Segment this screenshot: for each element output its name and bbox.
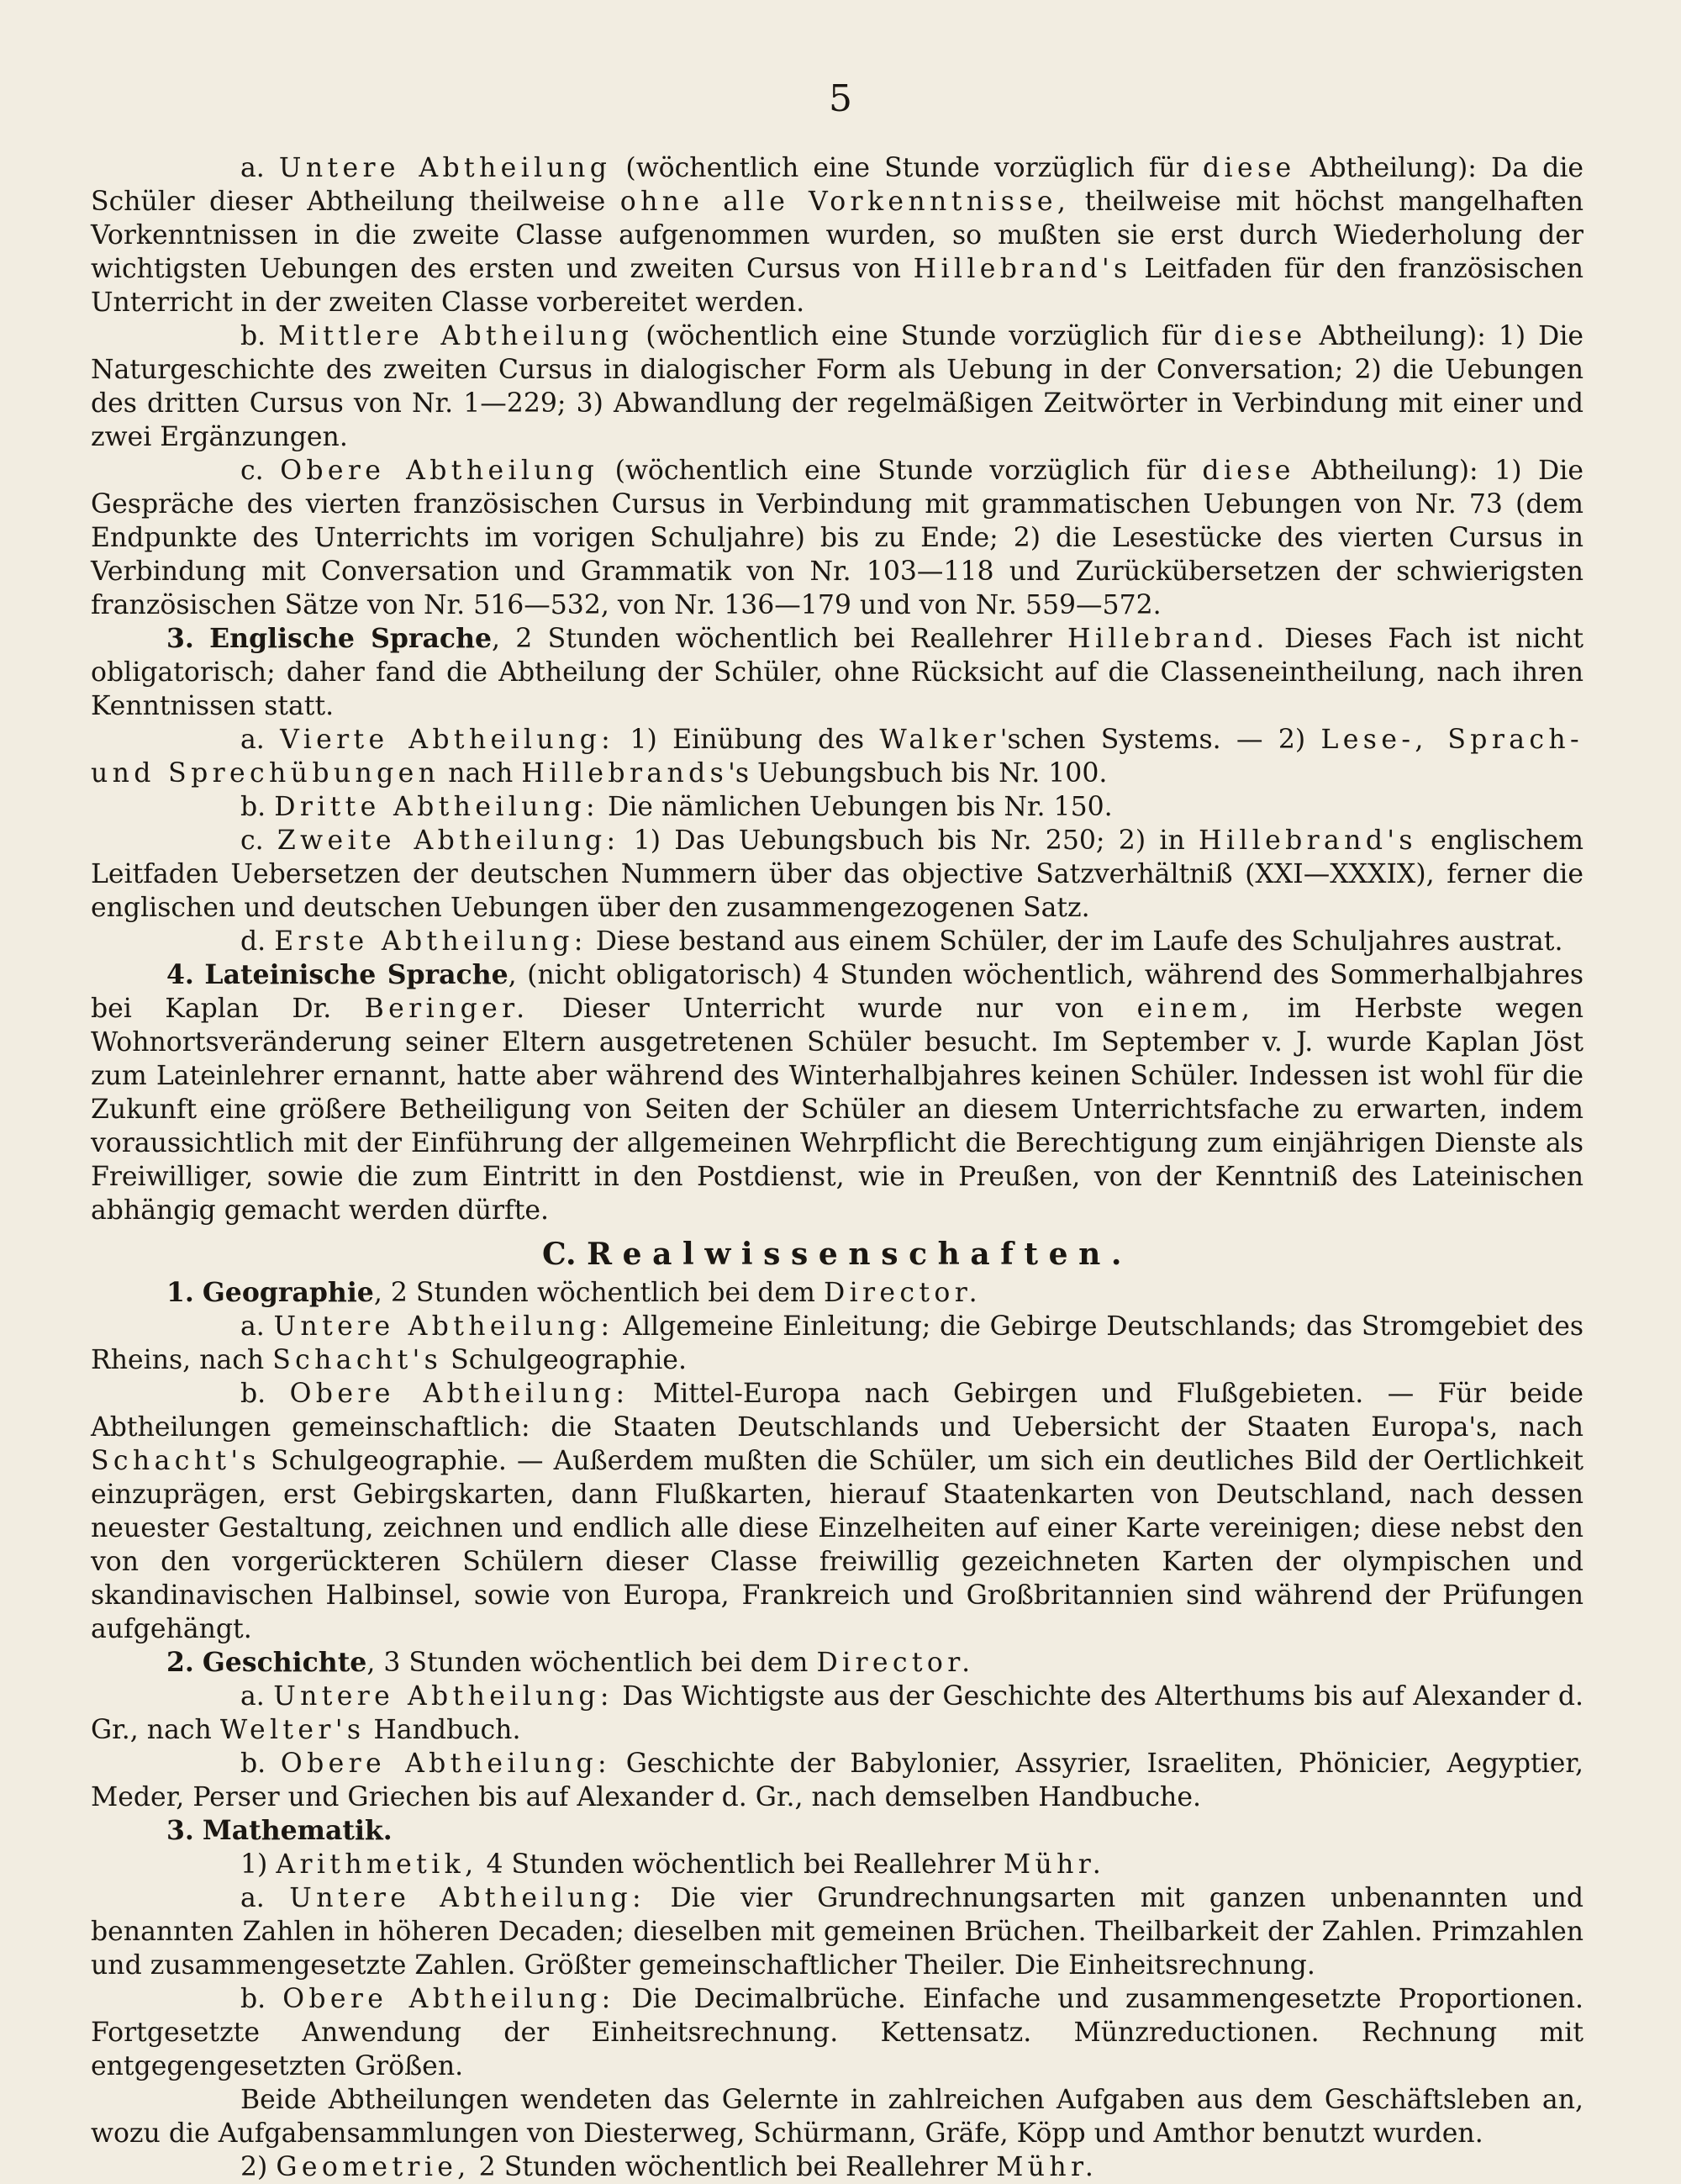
history-b-paragraph: b. Obere Abtheilung: Geschichte der Babylonier, Assyrier, Israeliten, Phönicier, Aegyptier, Meder, Perser und Griechen bis auf Alexander d. Gr., nach demselben Handbuche. bbox=[91, 1749, 1584, 1812]
english-d-paragraph: d. Erste Abtheilung: Diese bestand aus einem Schüler, der im Laufe des Schuljahres austrat. bbox=[240, 926, 1563, 957]
french-a-heading: Untere Abtheilung bbox=[278, 153, 612, 183]
latin-heading: Lateinische Sprache bbox=[204, 959, 509, 990]
math-section: 3. Mathematik. bbox=[166, 1815, 393, 1846]
section-c-heading: C. Realwissenschaften. bbox=[541, 1237, 1133, 1272]
french-a-paragraph: a. Untere Abtheilung (wöchentlich eine Stunde vorzüglich für diese Abtheilung): Da die Schüler dieser Abtheilung theilweise ohne alle Vorkenntnisse, theilweise mit höchst mangelhaften Vorkenntnissen in die zweite Classe aufgenommen wurden, so mußten sie erst durch Wiederholung der wichtigsten Uebungen des ersten und zweiten Cursus von Hillebrand's Leitfaden für den französischen Unterricht in der zweiten Classe vorbereitet werden. bbox=[91, 153, 1584, 318]
french-c-heading: Obere Abtheilung bbox=[280, 456, 599, 486]
math-a-paragraph: a. Untere Abtheilung: Die vier Grundrechnungsarten mit ganzen unbenannten und benannten Zahlen in höheren Decaden; dieselben mit gemeinen Brüchen. Theilbarkeit der Zahlen. Primzahlen und zusammengesetzte Zahlen. Größter gemeinschaftlicher Theiler. Die Einheitsrechnung. bbox=[91, 1883, 1584, 1981]
french-b-paragraph: b. Mittlere Abtheilung (wöchentlich eine Stunde vorzüglich für diese Abtheilung): 1) Die Naturgeschichte des zweiten Cursus in dialogischer Form als Uebung in der Conversation; 2) die Uebungen des dritten Cursus von Nr. 1—229; 3) Abwandlung der regelmäßigen Zeitwörter in Verbindung mit einer und zwei Ergänzungen. bbox=[91, 321, 1584, 452]
english-c-paragraph: c. Zweite Abtheilung: 1) Das Uebungsbuch bis Nr. 250; 2) in Hillebrand's englischem Leitfaden Uebersetzen der deutschen Nummern über das objective Satzverhältniß (XXI—XXXIX), ferner die englischen und deutschen Uebungen über den zusammengezogenen Satz. bbox=[91, 826, 1584, 923]
english-heading: Englische Sprache bbox=[209, 623, 493, 654]
history-heading: Geschichte bbox=[202, 1647, 367, 1678]
geography-heading: Geographie bbox=[202, 1277, 374, 1308]
latin-section: 4. Lateinische Sprache, (nicht obligatorisch) 4 Stunden wöchentlich, während des Sommerhalbjahres bei Kaplan Dr. Beringer. Dieser Unterricht wurde nur von einem, im Herbste wegen Wohnortsveränderung seiner Eltern ausgetretenen Schüler besucht. Im September v. J. wurde Kaplan Jöst zum Lateinlehrer ernannt, hatte aber während des Winterhalbjahres keinen Schüler. Indessen ist wohl für die Zukunft eine größere Betheiligung von Seiten der Schüler an diesem Unterrichtsfache zu erwarten, indem voraussichtlich mit der Einführung der allgemeinen Wehrpflicht die Berechtigung zum einjährigen Dienste als Freiwilliger, sowie die zum Eintritt in den Postdienst, wie in Preußen, von der Kenntniß des Lateinischen abhängig gemacht werden dürfte. bbox=[91, 959, 1584, 1226]
french-c-paragraph: c. Obere Abtheilung (wöchentlich eine Stunde vorzüglich für diese Abtheilung): 1) Die Gespräche des vierten französischen Cursus in Verbindung mit grammatischen Uebungen von Nr. 73 (dem Endpunkte des Unterrichts im vorigen Schuljahre) bis zu Ende; 2) die Lesestücke des vierten Cursus in Verbindung mit Conversation und Grammatik von Nr. 103—118 und Zurückübersetzen der schwierigsten französischen Sätze von Nr. 516—532, von Nr. 136—179 und von Nr. 559—572. bbox=[91, 456, 1584, 620]
arithmetic-heading: 1) Arithmetik, 4 Stunden wöchentlich bei Reallehrer Mühr. bbox=[240, 1849, 1106, 1880]
math-b-paragraph: b. Obere Abtheilung: Die Decimalbrüche. Einfache und zusammengesetzte Proportionen. Fortgesetzte Anwendung der Einheitsrechnung. Kettensatz. Münzreductionen. Rechnung mit entgegengesetzten Größen. bbox=[91, 1984, 1584, 2081]
history-a-paragraph: a. Untere Abtheilung: Das Wichtigste aus der Geschichte des Alterthums bis auf Alexander d. Gr., nach Welter's Handbuch. bbox=[91, 1681, 1584, 1745]
math-both-paragraph: Beide Abtheilungen wendeten das Gelernte in zahlreichen Aufgaben aus dem Geschäftsleben an, wozu die Aufgabensammlungen von Diesterweg, Schürmann, Gräfe, Köpp und Amthor benutzt wurden. bbox=[91, 2085, 1584, 2149]
geography-b-paragraph: b. Obere Abtheilung: Mittel-Europa nach Gebirgen und Flußgebieten. — Für beide Abtheilungen gemeinschaftlich: die Staaten Deutschlands und Uebersicht der Staaten Europa's, nach Schacht's Schulgeographie. — Außerdem mußten die Schüler, um sich ein deutliches Bild der Oertlichkeit einzuprägen, erst Gebirgskarten, dann Flußkarten, hierauf Staatenkarten von Deutschland, nach dessen neuester Gestaltung, zeichnen und endlich alle diese Einzelheiten auf einer Karte vereinigen; diese nebst den von den vorgerückteren Schülern dieser Classe freiwillig gezeichneten Karten der olympischen und skandinavischen Halbinsel, sowie von Europa, Frankreich und Großbritannien sind während der Prüfungen aufgehängt. bbox=[91, 1379, 1584, 1644]
geography-a-paragraph: a. Untere Abtheilung: Allgemeine Einleitung; die Gebirge Deutschlands; das Stromgebiet des Rheins, nach Schacht's Schulgeographie. bbox=[91, 1311, 1584, 1375]
math-heading: Mathematik. bbox=[202, 1815, 393, 1846]
geography-section: 1. Geographie, 2 Stunden wöchentlich bei dem Director. bbox=[166, 1277, 983, 1308]
history-section: 2. Geschichte, 3 Stunden wöchentlich bei dem Director. bbox=[166, 1647, 975, 1678]
page-number: 5 bbox=[829, 77, 852, 120]
english-a-paragraph: a. Vierte Abtheilung: 1) Einübung des Walker'schen Systems. — 2) Lese-, Sprach- und Sprechübungen nach Hillebrands's Uebungsbuch bis Nr. 100. bbox=[91, 725, 1584, 789]
english-section: 3. Englische Sprache, 2 Stunden wöchentlich bei Reallehrer Hillebrand. Dieses Fach ist nicht obligatorisch; daher fand die Abtheilung der Schüler, ohne Rücksicht auf die Classeneintheilung, nach ihren Kenntnissen statt. bbox=[91, 623, 1584, 721]
english-b-paragraph: b. Dritte Abtheilung: Die nämlichen Uebungen bis Nr. 150. bbox=[240, 792, 1113, 822]
french-b-heading: Mittlere Abtheilung bbox=[278, 321, 634, 351]
page-body bbox=[91, 151, 1584, 2184]
geometry-heading: 2) Geometrie, 2 Stunden wöchentlich bei Reallehrer Mühr. bbox=[240, 2152, 1099, 2182]
